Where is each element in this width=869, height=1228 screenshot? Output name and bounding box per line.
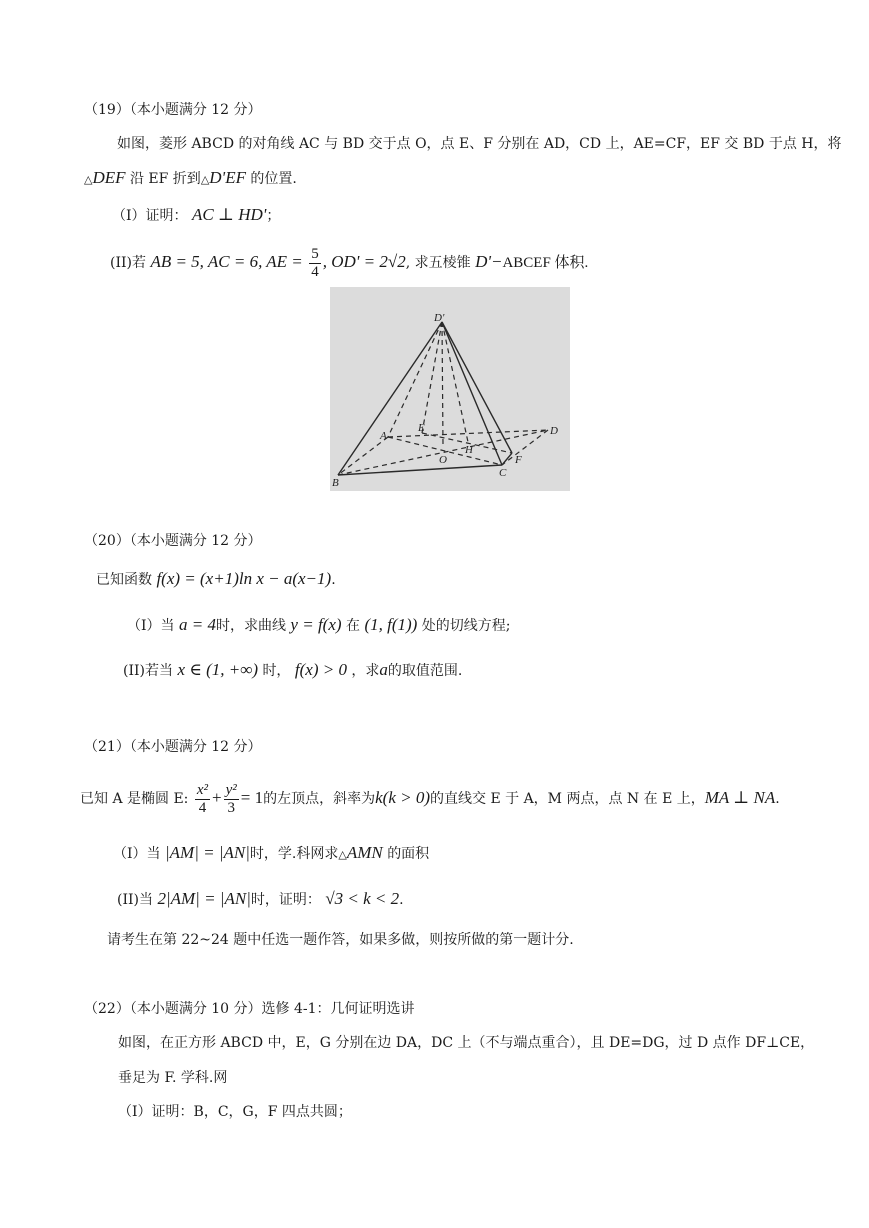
q20-part1-math2: y = f(x)	[290, 615, 342, 634]
figure-background	[330, 287, 570, 491]
q21-part1	[113, 843, 429, 865]
q20-stem-label: 已知函数	[96, 572, 152, 588]
q20-stem	[96, 569, 336, 590]
q21-part2	[117, 889, 404, 910]
label-e: E	[418, 422, 425, 434]
plus-sign: +	[212, 788, 222, 807]
q20-header: （20）（本小题满分 12 分）	[84, 533, 262, 549]
label-d: D	[550, 425, 558, 437]
q19-part2	[110, 243, 588, 282]
label-h: H	[465, 444, 473, 456]
label-b: B	[332, 477, 339, 489]
q21-header: （21）（本小题满分 12 分）	[84, 739, 262, 755]
q19-part1-math: AC ⊥ HD'	[191, 205, 267, 224]
q21-part1-text1: 时，学.科网求	[249, 846, 339, 862]
triangle-symbol: △	[84, 173, 93, 186]
q21-part1-text3: 的面积	[387, 846, 430, 862]
q19-part1-label: （I）证明：	[112, 208, 188, 224]
q20-part2-text3: 的取值范围.	[387, 663, 463, 679]
fraction-denominator: 4	[198, 799, 207, 816]
q21-part2-math1: 2|AM| = |AN|	[157, 889, 251, 908]
q20-part2-text1: 时，	[262, 663, 291, 679]
label-dprime: D'	[434, 312, 445, 324]
q19-stem-line1: 如图，菱形 ABCD 的对角线 AC 与 BD 交于点 O，点 E、F 分别在 AD，CD 上，AE=CF，EF 交 BD 于点 H，将	[117, 136, 842, 152]
q20-part2-text2: ，求	[351, 663, 380, 679]
q21-part2-math2: √3 < k < 2	[325, 889, 400, 908]
q20-part2-math3: a	[379, 660, 388, 679]
q19-part2-label: (II)若	[110, 255, 146, 271]
q20-part1-text2: 在	[345, 618, 360, 634]
q19-part2-tail1: , 求五棱锥	[405, 255, 471, 271]
label-o: O	[439, 454, 447, 466]
triangle-symbol: △	[200, 173, 210, 186]
q22-stem-line1: 如图，在正方形 ABCD 中，E，G 分别在边 DA，DC 上（不与端点重合），且 DE=DG，过 D 点作 DF⊥CE，	[118, 1035, 815, 1051]
q21-note: 请考生在第 22~24 题中任选一题作答，如果多做，则按所做的第一题计分.	[107, 932, 574, 948]
q20-stem-tail: .	[331, 572, 336, 588]
q21-stem-math2: MA ⊥ NA	[704, 788, 776, 807]
q20-stem-math: f(x) = (x+1)ln x − a(x−1)	[156, 569, 332, 588]
q19-part1	[112, 205, 280, 226]
q20-part2-math2: f(x) > 0	[294, 660, 347, 679]
q20-part1-label: （I）当	[127, 618, 175, 634]
q21-part2-text1: 时，证明：	[250, 892, 321, 908]
q20-part1	[127, 615, 510, 636]
q19-part2-math2: , OD' = 2√2	[322, 252, 406, 271]
q19-math-dpef: D'EF	[209, 168, 246, 187]
q21-part1-label: （I）当	[113, 846, 161, 862]
q20-part2-label: (II)若当	[123, 663, 173, 679]
q19-stem-text: 的位置.	[250, 171, 297, 187]
q20-part1-math1: a = 4	[178, 615, 216, 634]
label-f: F	[515, 454, 522, 466]
q21-equals-one: = 1	[240, 788, 264, 807]
q22-header: （22）（本小题满分 10 分）选修 4-1：几何证明选讲	[84, 1001, 415, 1017]
q21-stem-math1: k(k > 0)	[375, 788, 430, 807]
q21-fraction-y	[224, 782, 239, 817]
q22-part1: （Ⅰ）证明：B，C，G，F 四点共圆；	[118, 1104, 352, 1120]
q19-part2-tail2: ABCEF 体积.	[502, 255, 589, 271]
q21-part1-math2: AMN	[346, 843, 383, 862]
q19-math-def: DEF	[92, 168, 126, 187]
fraction-denominator: 3	[227, 799, 235, 816]
q19-part2-math1: AB = 5, AC = 6, AE =	[150, 252, 303, 271]
q21-fraction-x	[195, 782, 210, 817]
q22-stem-line2: 垂足为 F. 学科.网	[118, 1070, 228, 1086]
q20-part1-text1: 时，求曲线	[215, 618, 286, 634]
q21-stem-text4: .	[775, 791, 780, 807]
triangle-symbol: △	[338, 848, 347, 861]
q19-part1-tail: ；	[266, 208, 281, 224]
q21-part1-math1: |AM| = |AN|	[164, 843, 250, 862]
pyramid-figure	[330, 287, 570, 491]
q21-stem-text3: 的直线交 E 于 A，M 两点，点 N 在 E 上，	[430, 791, 705, 807]
q21-part2-text2: .	[399, 892, 404, 908]
q20-part2	[123, 660, 462, 681]
q19-stem-line2	[84, 168, 297, 190]
fraction-denominator: 4	[311, 263, 319, 280]
fraction-numerator: y²	[225, 781, 237, 798]
q21-stem-text2: 的左顶点，斜率为	[263, 791, 376, 807]
q20-part1-text3: 处的切线方程;	[421, 618, 511, 634]
q20-part2-math1: x ∈ (1, +∞)	[177, 660, 258, 679]
q19-part2-fraction	[309, 246, 321, 281]
label-c: C	[499, 467, 507, 479]
fraction-numerator: 5	[311, 245, 319, 262]
fraction-numerator: x²	[196, 781, 209, 798]
q20-part1-math3: (1, f(1))	[364, 615, 418, 634]
q19-part2-math3: D'−	[475, 252, 503, 271]
pyramid-diagram	[330, 287, 570, 491]
q21-stem	[80, 777, 780, 820]
q21-part2-label: (II)当	[117, 892, 153, 908]
q21-stem-text1: 已知 A 是椭圆 E:	[80, 791, 189, 807]
q19-header: （19）（本小题满分 12 分）	[84, 102, 262, 118]
q19-stem-text: 沿 EF 折到	[129, 171, 201, 187]
label-a: A	[380, 430, 387, 442]
